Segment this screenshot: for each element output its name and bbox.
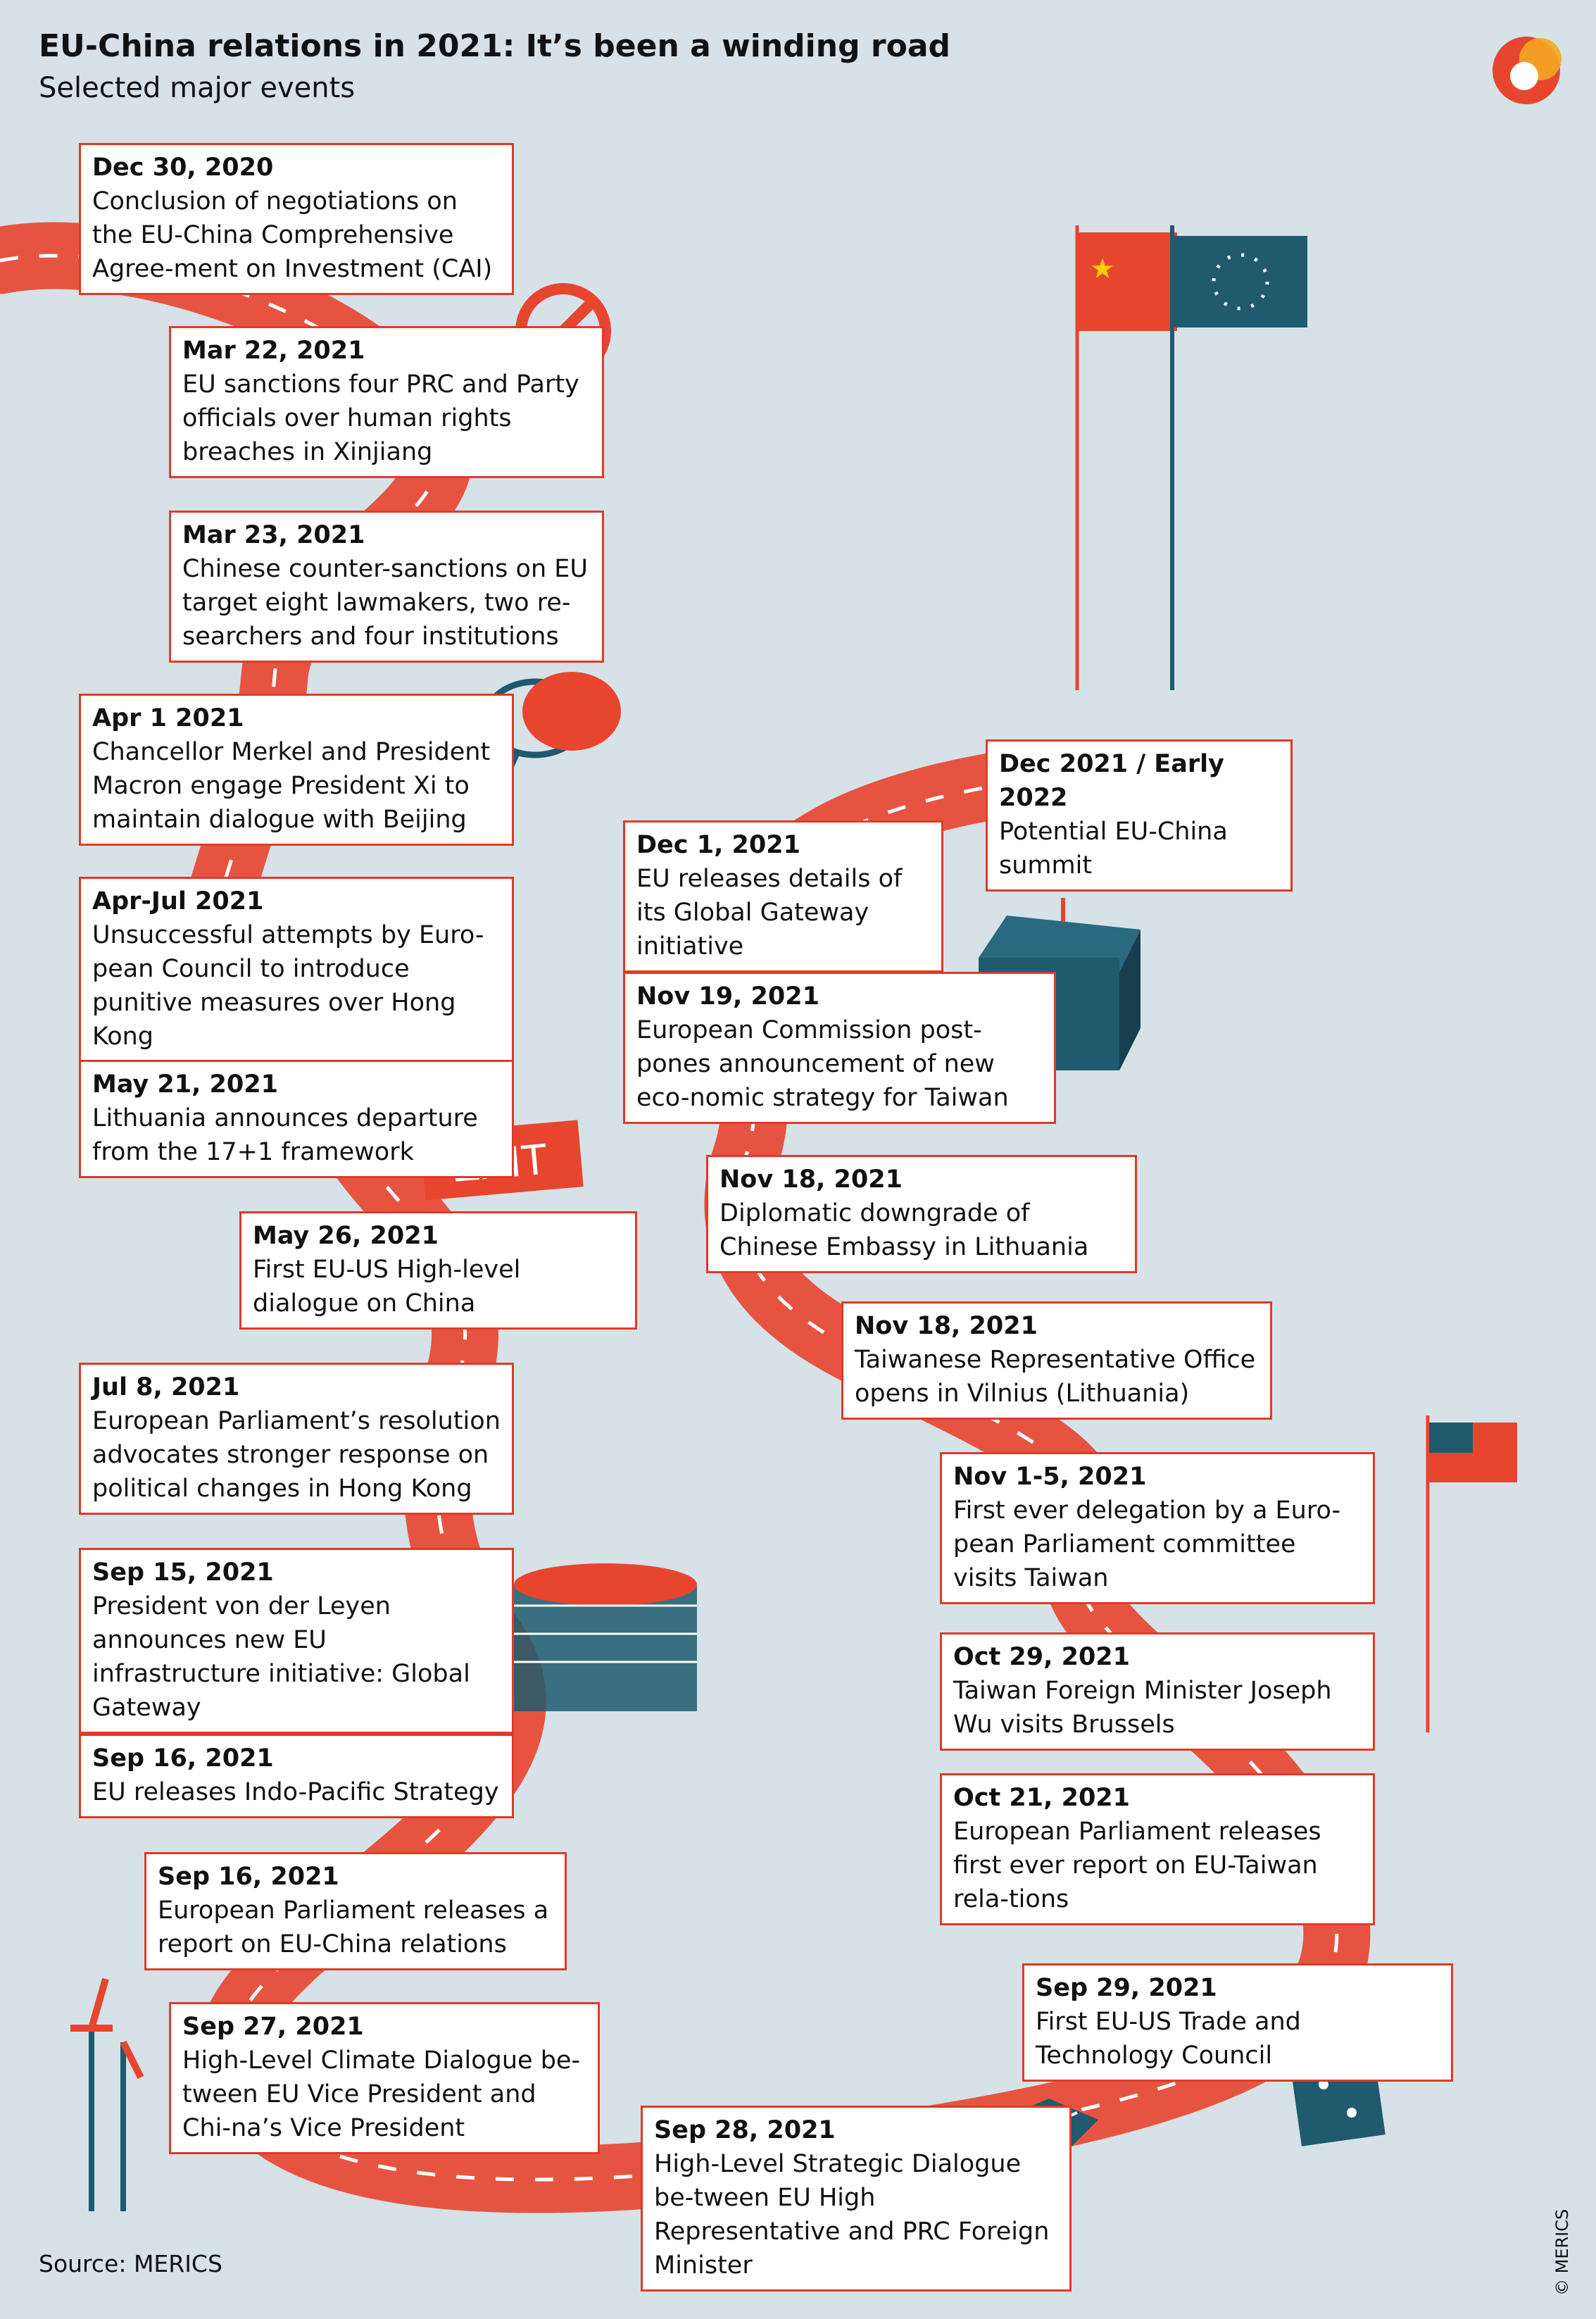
wind-turbine-icon xyxy=(70,1979,141,2211)
event-card xyxy=(940,1632,1375,1751)
event-card xyxy=(79,143,514,295)
event-text: EU releases Indo-Pacific Strategy xyxy=(92,1778,499,1806)
event-date: Nov 18, 2021 xyxy=(720,1165,903,1194)
event-card xyxy=(623,820,943,973)
event-card xyxy=(79,1363,514,1515)
event-card xyxy=(940,1773,1375,1925)
event-date: Mar 22, 2021 xyxy=(182,337,365,365)
taiwan-flag-icon xyxy=(1428,1415,1517,1732)
event-text: High-Level Strategic Dialogue be-tween EU High Representative and PRC Foreign Minister xyxy=(654,2150,1050,2280)
event-date: Sep 29, 2021 xyxy=(1036,1974,1217,2002)
event-text: First EU-US Trade and Technology Council xyxy=(1036,2008,1301,2070)
event-date: Sep 16, 2021 xyxy=(158,1863,339,1891)
event-date: Nov 18, 2021 xyxy=(855,1312,1038,1340)
event-text: Chancellor Merkel and President Macron engage President Xi to maintain dialogue with Beijing xyxy=(92,738,491,834)
event-card xyxy=(144,1852,567,1970)
event-card xyxy=(79,1060,514,1178)
svg-text:★: ★ xyxy=(1090,253,1115,285)
event-date: Nov 19, 2021 xyxy=(636,982,819,1011)
event-date: Sep 28, 2021 xyxy=(654,2116,836,2144)
event-text: Unsuccessful attempts by Euro-pean Council to introduce punitive measures over Hong Kong xyxy=(92,921,484,1051)
event-date: Jul 8, 2021 xyxy=(92,1373,240,1401)
eu-flag-icon xyxy=(1172,225,1307,690)
event-text: Chinese counter-sanctions on EU target eight lawmakers, two re-searchers and four institutions xyxy=(182,555,588,651)
event-text: High-Level Climate Dialogue be-tween EU Vice President and Chi-na’s Vice President xyxy=(182,2046,581,2142)
event-card xyxy=(169,326,604,478)
event-card xyxy=(169,2002,600,2154)
event-date: Apr-Jul 2021 xyxy=(92,887,264,915)
event-card xyxy=(841,1301,1272,1420)
event-card xyxy=(169,511,604,663)
event-card xyxy=(79,694,514,846)
event-text: Conclusion of negotiations on the EU-China Comprehensive Agree-ment on Investment (CAI) xyxy=(92,187,493,283)
event-text: First ever delegation by a Euro-pean Parliament committee visits Taiwan xyxy=(953,1496,1341,1592)
event-text: European Parliament releases first ever report on EU-Taiwan rela-tions xyxy=(953,1818,1321,1913)
event-date: Nov 1-5, 2021 xyxy=(953,1463,1147,1491)
event-text: EU sanctions four PRC and Party officials over human rights breaches in Xinjiang xyxy=(182,370,579,466)
event-card xyxy=(940,1452,1375,1604)
event-text: Potential EU-China summit xyxy=(999,818,1228,880)
event-card xyxy=(79,1548,514,1734)
event-date: Dec 1, 2021 xyxy=(636,831,800,859)
event-date: Apr 1 2021 xyxy=(92,704,244,732)
merics-logo-icon xyxy=(1493,37,1562,104)
page-subtitle: Selected major events xyxy=(39,72,356,104)
copyright-note: © MERICS xyxy=(1552,2208,1572,2296)
event-date: Dec 2021 / Early 2022 xyxy=(999,750,1224,812)
event-card xyxy=(706,1155,1137,1273)
event-date: Sep 27, 2021 xyxy=(182,2013,364,2041)
event-card xyxy=(79,877,514,1063)
event-text: European Commission post-pones announcement of new eco-nomic strategy for Taiwan xyxy=(636,1016,1009,1112)
event-text: European Parliament’s resolution advocates stronger response on political changes in Hong Kong xyxy=(92,1407,501,1503)
event-text: President von der Leyen announces new EU infrastructure initiative: Global Gateway xyxy=(92,1592,470,1722)
parliament-building-icon xyxy=(514,1563,697,1711)
event-text: Taiwan Foreign Minister Joseph Wu visits Brussels xyxy=(953,1677,1332,1739)
event-date: Mar 23, 2021 xyxy=(182,521,365,549)
event-text: European Parliament releases a report on EU-China relations xyxy=(158,1896,549,1958)
event-card xyxy=(623,972,1056,1124)
china-flag-icon xyxy=(1077,225,1177,690)
event-card xyxy=(641,2106,1072,2292)
event-date: Sep 15, 2021 xyxy=(92,1558,274,1587)
event-text: Lithuania announces departure from the 17+1 framework xyxy=(92,1104,478,1166)
event-date: Dec 30, 2020 xyxy=(92,154,274,182)
event-date: May 26, 2021 xyxy=(253,1222,439,1250)
event-date: May 21, 2021 xyxy=(92,1070,278,1099)
page-title: EU-China relations in 2021: It’s been a winding road xyxy=(39,28,951,64)
event-date: Sep 16, 2021 xyxy=(92,1744,274,1773)
event-card xyxy=(79,1734,514,1818)
event-date: Oct 21, 2021 xyxy=(953,1784,1131,1812)
event-text: Taiwanese Representative Office opens in Vilnius (Lithuania) xyxy=(855,1346,1256,1408)
event-text: Diplomatic downgrade of Chinese Embassy in Lithuania xyxy=(720,1199,1089,1261)
source-note: Source: MERICS xyxy=(39,2250,222,2277)
event-date: Oct 29, 2021 xyxy=(953,1643,1131,1671)
event-text: First EU-US High-level dialogue on China xyxy=(253,1256,521,1318)
event-card xyxy=(239,1211,637,1330)
event-text: EU releases details of its Global Gateway initiative xyxy=(636,865,903,961)
event-card xyxy=(986,739,1293,892)
event-card xyxy=(1022,1963,1453,2082)
